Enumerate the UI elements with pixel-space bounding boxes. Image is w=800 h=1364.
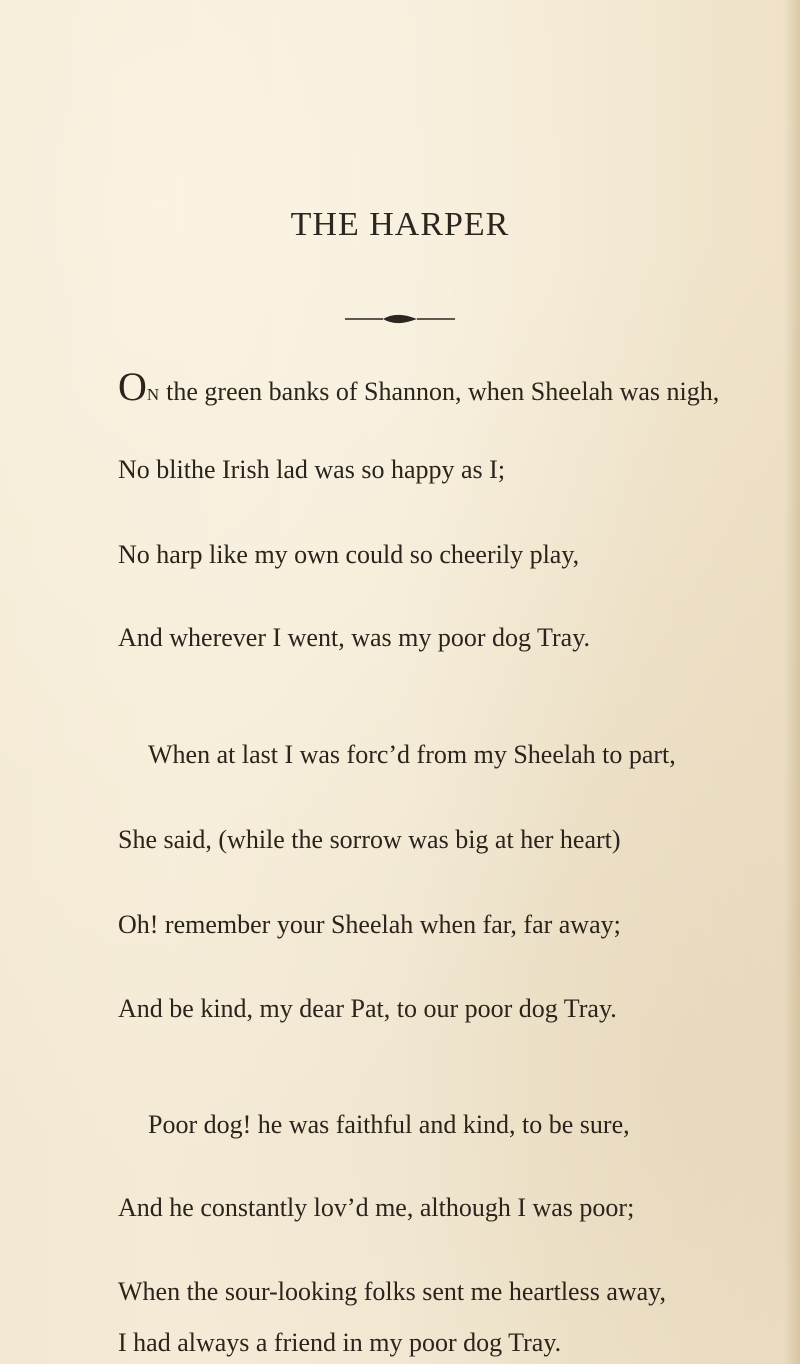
small-caps-letter: N <box>146 385 160 404</box>
verse-line-text: the green banks of Shannon, when Sheelah was nigh, <box>159 377 720 406</box>
verse-line-s1-l4: And wherever I went, was my poor dog Tray. <box>118 623 591 652</box>
page-edge-shadow <box>784 0 800 1364</box>
title-ornament-icon <box>345 312 455 326</box>
drop-cap: O <box>118 364 147 409</box>
verse-line-s3-l2: And he constantly lov’d me, although I was poor; <box>118 1193 635 1222</box>
verse-line-s2-l1: When at last I was forc’d from my Sheelah to part, <box>148 740 676 769</box>
verse-line-s2-l2: She said, (while the sorrow was big at her heart) <box>118 825 621 854</box>
verse-line-s1-l1 <box>118 364 720 410</box>
verse-line-s3-l4: I had always a friend in my poor dog Tray. <box>118 1328 562 1357</box>
verse-line-s3-l1: Poor dog! he was faithful and kind, to be sure, <box>148 1110 630 1139</box>
verse-line-s3-l3: When the sour-looking folks sent me heartless away, <box>118 1277 666 1306</box>
verse-line-s2-l3: Oh! remember your Sheelah when far, far away; <box>118 910 621 939</box>
verse-line-s1-l3: No harp like my own could so cheerily play, <box>118 540 580 569</box>
verse-line-s2-l4: And be kind, my dear Pat, to our poor dog Tray. <box>118 994 617 1023</box>
poem-title: THE HARPER <box>290 206 510 243</box>
verse-line-s1-l2: No blithe Irish lad was so happy as I; <box>118 455 506 484</box>
